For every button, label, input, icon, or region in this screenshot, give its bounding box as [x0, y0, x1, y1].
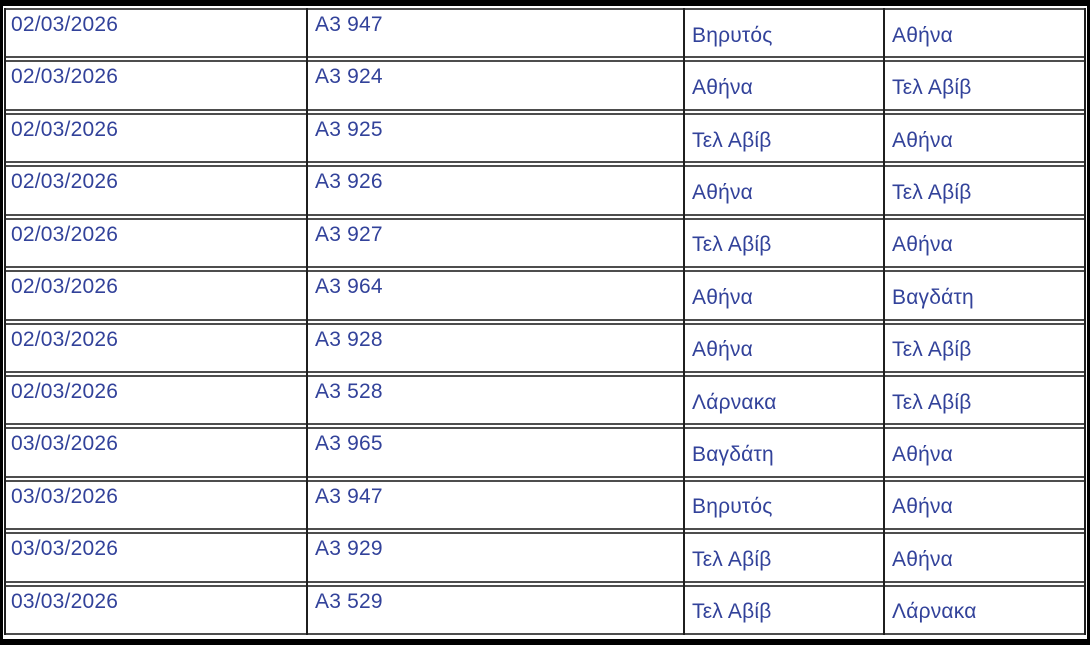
cell-origin: Αθήνα — [692, 338, 754, 362]
cell-destination: Αθήνα — [892, 495, 954, 519]
flight-row — [4, 375, 1086, 425]
flight-row — [4, 8, 1086, 58]
cell-destination: Λάρνακα — [892, 600, 977, 624]
cell-date: 03/03/2026 — [11, 537, 119, 561]
cell-origin: Τελ Αβίβ — [692, 128, 772, 152]
cell-date: 03/03/2026 — [11, 432, 119, 456]
cell-origin: Τελ Αβίβ — [692, 233, 772, 257]
cell-date: 02/03/2026 — [11, 170, 119, 194]
flight-row — [4, 532, 1086, 582]
cell-date: 02/03/2026 — [11, 117, 119, 141]
cell-flight-number: A3 928 — [315, 327, 383, 351]
flight-row — [4, 60, 1086, 110]
cell-flight-number: A3 965 — [315, 432, 383, 456]
flight-row — [4, 113, 1086, 163]
cell-flight-number: A3 528 — [315, 379, 383, 403]
cell-origin: Βηρυτός — [692, 23, 773, 47]
flight-row — [4, 585, 1086, 635]
cell-destination: Αθήνα — [892, 443, 954, 467]
cell-date: 02/03/2026 — [11, 275, 119, 299]
cell-destination: Τελ Αβίβ — [892, 338, 972, 362]
cell-flight-number: A3 924 — [315, 65, 383, 89]
flight-row — [4, 480, 1086, 530]
cell-date: 03/03/2026 — [11, 589, 119, 613]
cell-date: 02/03/2026 — [11, 222, 119, 246]
cell-date: 03/03/2026 — [11, 484, 119, 508]
cell-flight-number: A3 947 — [315, 484, 383, 508]
flight-row — [4, 270, 1086, 320]
cell-origin: Τελ Αβίβ — [692, 547, 772, 571]
column-divider-date-flight — [306, 8, 308, 635]
cell-origin: Βηρυτός — [692, 495, 773, 519]
cell-destination: Αθήνα — [892, 233, 954, 257]
flight-row — [4, 427, 1086, 477]
cell-origin: Αθήνα — [692, 180, 754, 204]
cell-destination: Τελ Αβίβ — [892, 180, 972, 204]
cell-flight-number: A3 964 — [315, 275, 383, 299]
cell-origin: Λάρνακα — [692, 390, 777, 414]
column-divider-origin-destination — [883, 8, 885, 635]
flight-row — [4, 323, 1086, 373]
cell-destination: Αθήνα — [892, 128, 954, 152]
table-right-border — [1084, 8, 1086, 635]
cell-flight-number: A3 925 — [315, 117, 383, 141]
cell-flight-number: A3 929 — [315, 537, 383, 561]
cell-date: 02/03/2026 — [11, 13, 119, 36]
cell-destination: Αθήνα — [892, 547, 954, 571]
cell-destination: Τελ Αβίβ — [892, 390, 972, 414]
document-page — [3, 6, 1087, 639]
cell-destination: Τελ Αβίβ — [892, 76, 972, 100]
cell-flight-number: A3 529 — [315, 589, 383, 613]
cell-origin: Αθήνα — [692, 76, 754, 100]
cell-origin: Αθήνα — [692, 285, 754, 309]
flight-row — [4, 218, 1086, 268]
cell-destination: Αθήνα — [892, 23, 954, 47]
cell-flight-number: A3 947 — [315, 13, 383, 36]
cell-origin: Τελ Αβίβ — [692, 600, 772, 624]
cell-date: 02/03/2026 — [11, 379, 119, 403]
table-left-border — [4, 8, 6, 635]
cell-origin: Βαγδάτη — [692, 443, 774, 467]
flight-row — [4, 165, 1086, 215]
cell-flight-number: A3 926 — [315, 170, 383, 194]
cell-date: 02/03/2026 — [11, 65, 119, 89]
cell-date: 02/03/2026 — [11, 327, 119, 351]
flight-table — [4, 8, 1086, 635]
cell-flight-number: A3 927 — [315, 222, 383, 246]
column-divider-flight-origin — [683, 8, 685, 635]
cell-destination: Βαγδάτη — [892, 285, 974, 309]
